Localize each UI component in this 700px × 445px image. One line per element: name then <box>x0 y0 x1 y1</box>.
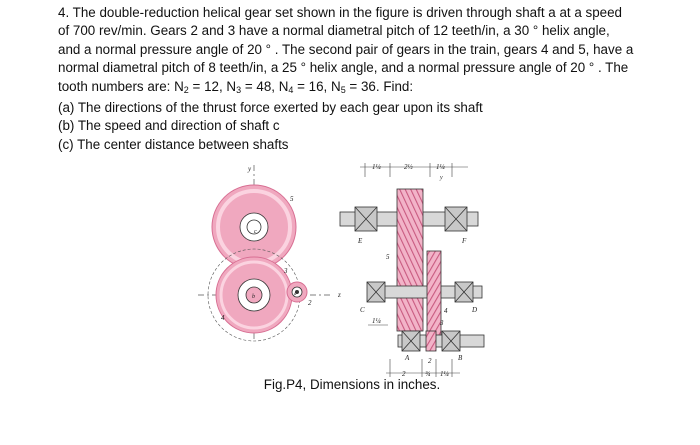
label-gear5-right: 5 <box>386 253 390 261</box>
part-c: (c) The center distance between shafts <box>58 136 289 152</box>
figure-caption-text: Fig.P4, Dimensions in inches. <box>263 377 441 392</box>
dim-bot-3: 1¼ <box>440 370 449 378</box>
label-bearing-F: F <box>462 237 467 245</box>
bearing-A <box>402 331 420 351</box>
gear-5-face <box>212 185 296 269</box>
statement-line-3: and a normal pressure angle of 20 ° . The second pair of gears in the train, gears 4 and 5, have a <box>58 41 634 57</box>
label-bearing-B: B <box>458 354 463 362</box>
figure-caption <box>0 377 700 392</box>
statement-line-2: of 700 rev/min. Gears 2 and 3 have a normal diametral pitch of 12 teeth/in, a 30 ° helix angle, <box>58 23 610 39</box>
dim-bot-2: ¾ <box>425 370 431 378</box>
tooth-n4: $N_4 = 16$, <box>278 78 332 95</box>
dim-top-1: 1¼ <box>372 163 381 171</box>
label-gear3-right: 3 <box>440 319 444 327</box>
part-a: (a) The directions of the thrust force exerted by each gear upon its shaft <box>58 100 483 116</box>
find-label: Find: <box>383 78 414 94</box>
tooth-prefix: tooth numbers are: <box>58 78 175 94</box>
gear-4-side <box>427 251 441 337</box>
statement-line-1: 4. The double-reduction helical gear set shown in the figure is driven through shaft a at a speed <box>58 5 623 20</box>
dim-top-3: 1¼ <box>436 163 445 171</box>
label-gear2-right: 2 <box>428 357 432 365</box>
gear-2-side <box>426 331 436 351</box>
label-z-axis: z <box>338 291 341 299</box>
label-shaft-a: a <box>294 292 297 297</box>
gear-diagram <box>190 155 490 390</box>
gear-figure <box>190 155 490 390</box>
gear-2-face <box>287 282 307 302</box>
label-bearing-E: E <box>358 237 363 245</box>
label-gear3-left: 3 <box>284 267 288 275</box>
tooth-numbers-line <box>58 78 694 99</box>
dim-mid: 1¼ <box>372 317 381 325</box>
gear-5-side <box>397 189 423 331</box>
part-b: (b) The speed and direction of shaft c <box>58 118 280 134</box>
tooth-n2: $N_2 = 12$, <box>174 78 227 95</box>
bearing-F <box>445 207 467 231</box>
dim-bot-1: 2 <box>402 370 406 378</box>
label-gear4-right: 4 <box>444 307 448 315</box>
bearing-E <box>355 207 377 231</box>
bearing-C <box>367 282 385 302</box>
statement-line-4: normal diametral pitch of 8 teeth/in, a 25 ° helix angle, and a normal pressure angle of 20 ° . The <box>58 60 629 76</box>
problem-statement <box>58 4 694 154</box>
bottom-dimensions <box>386 359 460 377</box>
label-gear5-left: 5 <box>290 195 294 203</box>
label-bearing-D: D <box>472 306 478 314</box>
tooth-n3: $N_3 = 48$, <box>226 78 279 95</box>
label-gear4-left: 4 <box>221 314 225 322</box>
label-bearing-A: A <box>405 354 410 362</box>
tooth-n5: $N_5 = 36$. <box>331 78 384 95</box>
label-y-left: y <box>248 165 252 173</box>
label-shaft-c: c <box>254 229 257 235</box>
label-bearing-C: C <box>360 306 365 314</box>
label-y-right: y <box>440 175 443 181</box>
bearing-B <box>442 331 460 351</box>
dim-top-2: 2½ <box>404 163 413 171</box>
label-gear2-left: 2 <box>308 299 312 307</box>
label-shaft-b: b <box>252 294 255 300</box>
bearing-D <box>455 282 473 302</box>
